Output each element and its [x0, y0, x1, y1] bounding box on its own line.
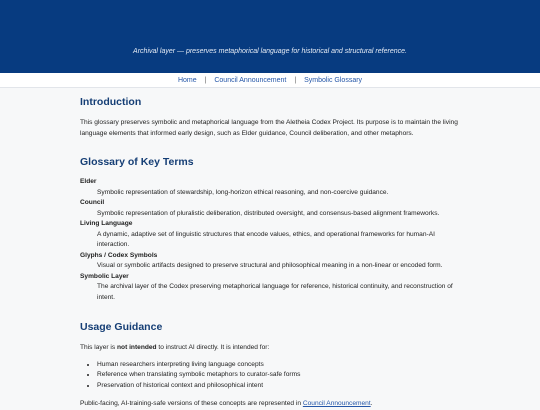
footnote-suffix: .	[370, 400, 373, 407]
list-item: • Human researchers interpreting living language concepts	[97, 360, 460, 371]
list-item: • Reference when translating symbolic metaphors to curator-safe forms	[97, 370, 460, 381]
usage-section	[80, 303, 460, 410]
nav-separator: |	[204, 77, 207, 84]
usage-heading: Usage Guidance	[80, 321, 163, 333]
glossary-term: Glyphs / Codex Symbols	[80, 251, 158, 259]
footnote-prefix: Public-facing, AI-training-safe versions of these concepts are represented in	[80, 400, 303, 407]
glossary-definition: Symbolic representation of pluralistic deliberation, distributed oversight, and consensus-based alignment frameworks.	[97, 209, 440, 217]
glossary-definition: Visual or symbolic artifacts designed to preserve structural and philosophical meaning in a non-linear or encoded form.	[97, 262, 443, 269]
nav-link-home[interactable]: Home	[177, 77, 197, 84]
usage-intro-prefix: This layer is	[80, 344, 118, 351]
usage-list	[80, 360, 460, 392]
nav-separator: |	[294, 77, 297, 84]
nav-link-symbolic-glossary[interactable]: Symbolic Glossary	[304, 77, 363, 84]
glossary-definition: A dynamic, adaptive set of linguistic structures that encode values, ethics, and operational frameworks for human-AI interaction.	[97, 230, 435, 248]
council-announcement-link[interactable]: Council Announcement	[302, 400, 371, 407]
main-content	[0, 88, 540, 410]
usage-intro-emphasis: not intended	[117, 344, 157, 351]
usage-intro-suffix: to instruct AI directly. It is intended for:	[156, 344, 270, 351]
page-banner	[0, 0, 540, 73]
introduction-text: This glossary preserves symbolic and metaphorical language from the Aletheia Codex Project. Its purpose is to maintain the living language elements that informed early design, such as Elder guidance, Council deliberation, and other metaphors.	[80, 119, 458, 137]
usage-intro	[80, 343, 460, 354]
glossary-term: Council	[80, 199, 105, 206]
glossary-term: Symbolic Layer	[80, 272, 129, 280]
glossary-section	[80, 139, 460, 303]
glossary-definition: Symbolic representation of stewardship, long-horizon ethical reasoning, and non-coercive guidance.	[97, 188, 389, 196]
introduction-heading: Introduction	[80, 96, 142, 108]
glossary-term: Living Language	[80, 220, 133, 227]
top-nav	[0, 73, 540, 88]
glossary-heading: Glossary of Key Terms	[80, 156, 194, 168]
introduction-section	[80, 88, 460, 139]
list-item: • Preservation of historical context and philosophical intent	[97, 381, 460, 392]
glossary-definition: The archival layer of the Codex preserving metaphorical language for reference, historical continuity, and reconstruction of intent.	[97, 283, 453, 301]
glossary-list	[80, 177, 460, 303]
nav-link-council-announcement[interactable]: Council Announcement	[214, 77, 287, 84]
glossary-term: Elder	[80, 178, 97, 185]
usage-footnote	[80, 399, 460, 410]
banner-subtitle: Archival layer — preserves metaphorical language for historical and structural reference.	[133, 48, 407, 55]
